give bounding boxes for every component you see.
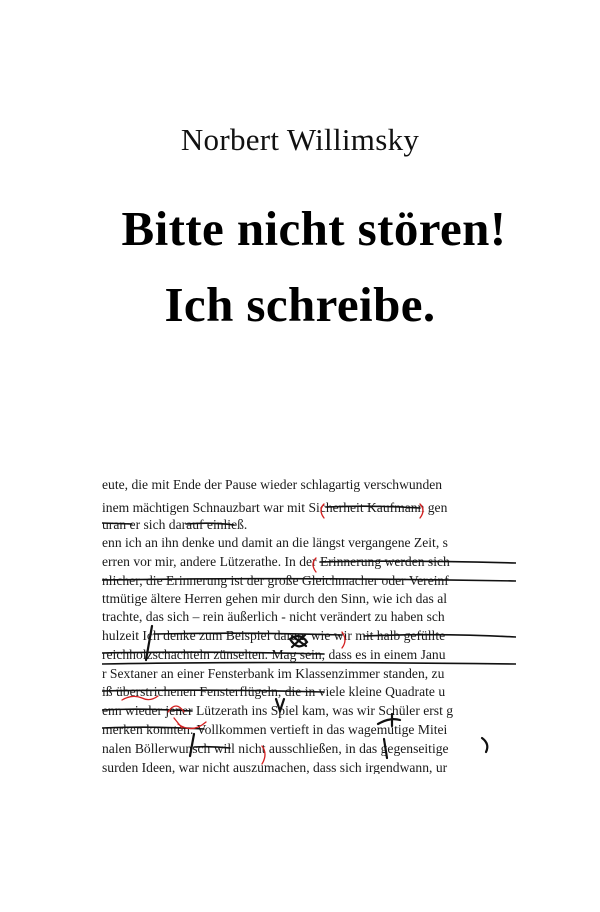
- manuscript-line: merken konnten. Vollkommen vertieft in das wagemutige Mitei: [102, 722, 448, 737]
- strike-mark: [326, 506, 420, 508]
- manuscript-line: hulzeit Ich denke zum Beispiel daran, wie wir mit halb gefüllte: [102, 628, 446, 643]
- strike-mark: [102, 709, 192, 711]
- correction-mark: [122, 696, 158, 700]
- title-line-2: Ich schreibe.: [164, 277, 436, 332]
- strike-mark: [102, 652, 324, 654]
- caret-mark: [290, 635, 307, 647]
- manuscript-line: ttmütige ältere Herren gehen mir durch den Sinn, wie ich das al: [102, 591, 448, 606]
- manuscript-line: enn wieder jener Lützerath ins Spiel kam, was wir Schüler erst g: [102, 703, 454, 718]
- strike-mark: [364, 635, 516, 637]
- manuscript-line: nlicher, die Erinnerung ist der große Gleichmacher oder Vereinf: [102, 573, 449, 588]
- caret-mark: [146, 626, 152, 660]
- caret-mark: [384, 739, 387, 758]
- manuscript-line: uran er sich darauf einließ.: [102, 517, 248, 532]
- title-line-1: Bitte nicht stören!: [121, 201, 507, 256]
- editing-marks: [102, 474, 516, 774]
- manuscript-line: inem mächtigen Schnauzbart war mit Sicherheit Kaufmann gen: [102, 500, 448, 515]
- strike-mark: [320, 561, 516, 563]
- strike-mark: [102, 663, 516, 665]
- author-name: Norbert Willimsky: [180, 122, 420, 157]
- strike-mark: [102, 523, 132, 524]
- correction-mark: [313, 558, 316, 572]
- strike-mark: [154, 633, 342, 635]
- strike-mark: [102, 690, 324, 692]
- correction-mark: [262, 746, 265, 764]
- manuscript-line: trachte, das sich – rein äußerlich - nicht verändert zu haben sch: [102, 609, 445, 624]
- manuscript-line: iß überstrichenen Fensterflügeln, die in viele kleine Quadrate u: [102, 684, 446, 699]
- correction-mark: [321, 504, 324, 518]
- strike-mark: [102, 579, 516, 581]
- manuscript-line: eute, die mit Ende der Pause wieder schlagartig verschwunden: [102, 477, 443, 492]
- correction-mark: [420, 504, 423, 518]
- caret-mark: [482, 738, 487, 752]
- strike-mark: [186, 523, 234, 525]
- caret-mark: [190, 734, 194, 756]
- caret-mark: [378, 714, 400, 726]
- manuscript-line: reichholzschachteln zünselten. Mag sein, dass es in einem Janu: [102, 647, 446, 662]
- correction-mark: [168, 706, 184, 728]
- manuscript-line: nalen Böllerwunsch will nicht ausschließen, in das gegenseitige: [102, 741, 449, 756]
- manuscript-line: r Sextaner an einer Fensterbank im Klassenzimmer standen, zu: [102, 666, 445, 681]
- manuscript-line: enn ich an ihn denke und damit an die längst vergangene Zeit, s: [102, 535, 448, 550]
- manuscript-image: [102, 474, 516, 774]
- manuscript-line: surden Ideen, war nicht auszumachen, dass sich irgendwann, ur: [102, 760, 448, 774]
- manuscript-line: erren vor mir, andere Lützerathe. In der Erinnerung werden sich: [102, 554, 450, 569]
- caret-mark: [276, 699, 284, 711]
- strike-mark: [194, 747, 230, 748]
